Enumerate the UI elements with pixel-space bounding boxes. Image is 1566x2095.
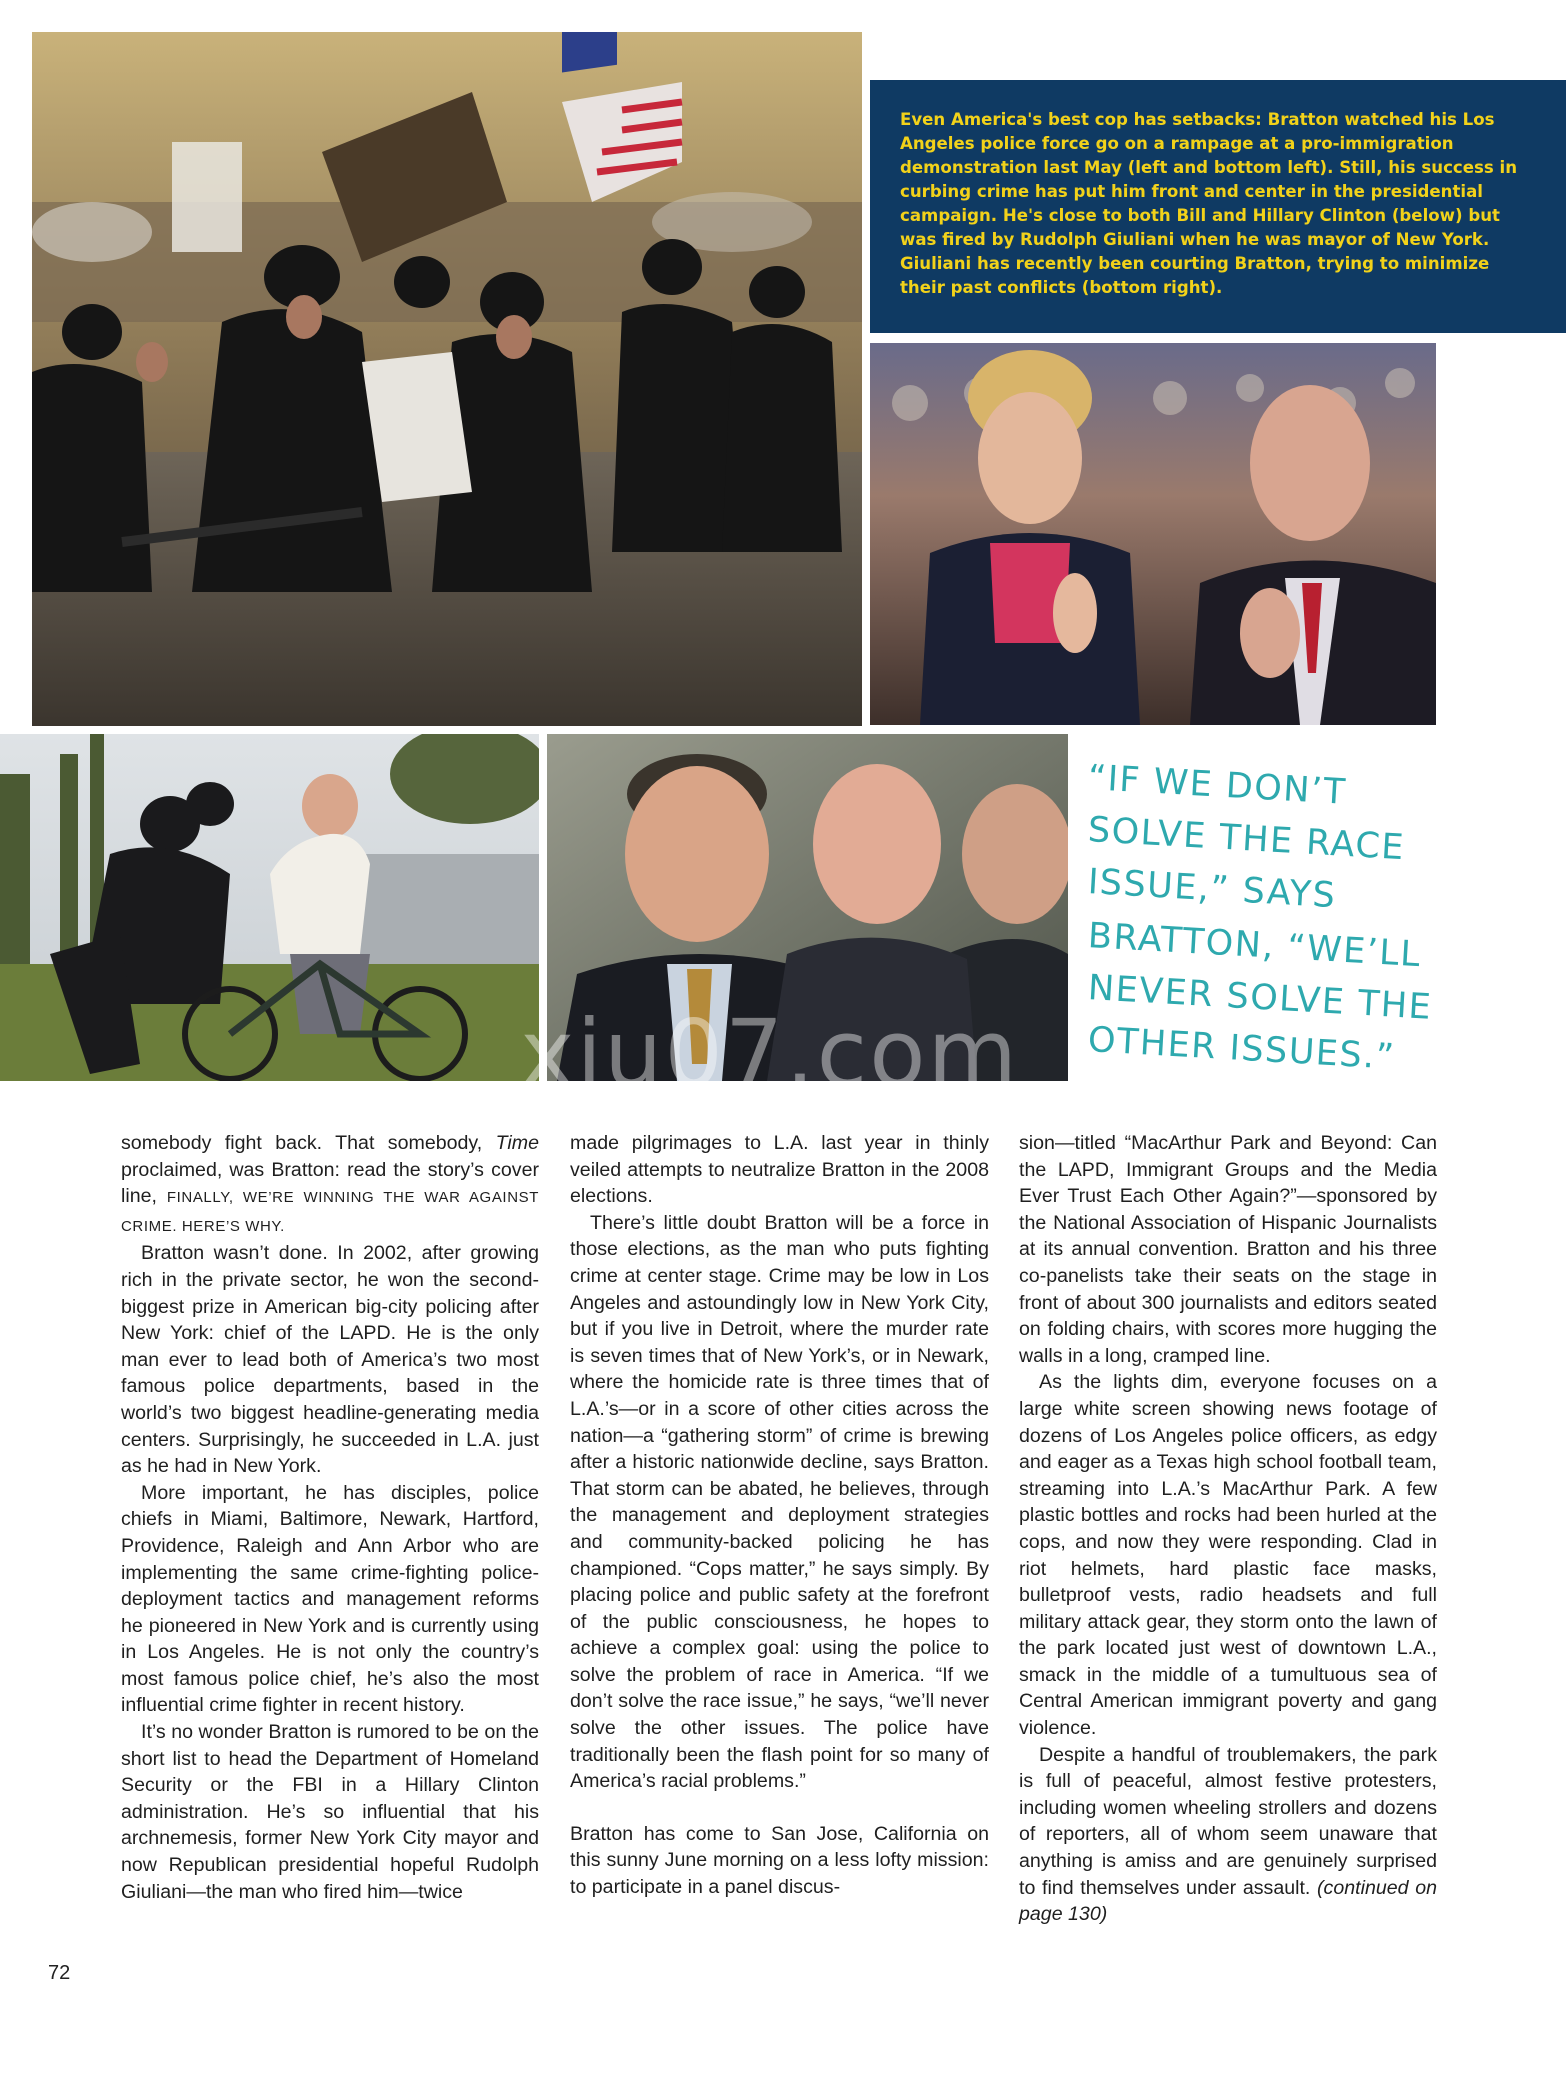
paragraph: Despite a handful of troublemakers, the park is full of peaceful, almost festive protesters, including women wheeling strollers and dozens of reporters, all of whom seem unaware that anything is amiss and are genuinely surprised to find themselves under assault. (continued on page 130) [1019, 1743, 1437, 1926]
bicycle-man-police-photo [0, 734, 539, 1081]
paragraph: As the lights dim, everyone focuses on a large white screen showing news footage of dozens of Los Angeles police officers, as edgy and eager as a Texas high school football team, streaming into L.A.’s MacArthur Park. A few plastic bottles and rocks had been hurled at the cops, and now they were responding. Clad in riot helmets, hard plastic face masks, bulletproof vests, radio headsets and full military attack gear, they storm onto the lawn of the park located just west of downtown L.A., smack in the middle of a tumultuous sea of Central American immigrant poverty and gang violence. [1019, 1371, 1437, 1740]
pull-quote-line: NEVER SOLVE THE [1086, 968, 1434, 1028]
hillary-clinton-bratton-photo [870, 343, 1436, 725]
paragraph: somebody fight back. That somebody, Time proclaimed, was Bratton: read the story’s cover line, FINALLY, WE’RE WINNING THE WAR AGAINST CRIME. HERE’S WHY. [121, 1132, 539, 1235]
page-number: 72 [48, 1962, 71, 1984]
article-column-2 [570, 1130, 989, 1901]
paragraph: Bratton has come to San Jose, California on this sunny June morning on a less lofty mission: to participate in a panel discus- [570, 1822, 989, 1899]
pull-quote [1088, 750, 1558, 1090]
paragraph: Bratton wasn’t done. In 2002, after growing rich in the private sector, he won the second-biggest prize in American big-city policing after New York: chief of the LAPD. He is the only man ever to lead both of America’s two most famous police departments, based in the world’s two biggest headline-generating media centers. Surprisingly, he succeeded in L.A. just as he had in New York. [121, 1242, 539, 1478]
pull-quote-line: “IF WE DON’T [1086, 758, 1348, 813]
paragraph: There’s little doubt Bratton will be a force in those elections, as the man who puts fighting crime at center stage. Crime may be low in Los Angeles and astoundingly low in New York City, but if you live in Detroit, where the murder rate is seven times that of New York’s, or in Newark, where the homicide rate is three times that of L.A.’s—or in a score of other cities across the nation—a “gathering storm” of crime is brewing after a historic nationwide decline, says Bratton. That storm can be abated, he believes, through the management and deployment strategies and community-backed policing he has championed. “Cops matter,” he says simply. By placing police and public safety at the forefront of the public consciousness, he hopes to achieve a complex goal: using the police to solve the problem of race in America. “If we don’t solve the race issue,” he says, “we’ll never solve the other issues. The police have traditionally been the flash point for so many of America’s racial problems.” [570, 1211, 989, 1793]
pull-quote-line: ISSUE,” SAYS [1086, 862, 1338, 917]
magazine-name: Time [495, 1132, 539, 1154]
article-column-3 [1019, 1130, 1437, 1928]
pull-quote-line: SOLVE THE RACE [1086, 810, 1406, 869]
photo-caption: Even America's best cop has setbacks: Bratton watched his Los Angeles police force go on a rampage at a pro-immigration demonstration last May (left and bottom left). Still, his success in curbing crime has put him front and center in the presidential campaign. He's close to both Bill and Hillary Clinton (below) but was fired by Rudolph Giuliani when he was mayor of New York. Giuliani has recently been courting Bratton, trying to minimize their past conflicts (bottom right). [900, 110, 1518, 297]
watermark: xiu07.com [520, 1000, 1020, 1107]
paragraph: It’s no wonder Bratton is rumored to be on the short list to head the Department of Homeland Security or the FBI in a Hillary Clinton administration. He’s so influential that his archnemesis, former New York City mayor and now Republican presidential hopeful Rudolph Giuliani—the man who fired him—twice [121, 1721, 539, 1903]
paragraph: sion—titled “MacArthur Park and Beyond: Can the LAPD, Immigrant Groups and the Media Ever Trust Each Other Again?”—sponsored by the National Association of Hispanic Journalists at its annual convention. Bratton and his three co-panelists take their seats on the stage in front of about 300 journalists and editors seated on folding chairs, with scores more hugging the walls in a long, cramped line. [1019, 1132, 1437, 1367]
pull-quote-line: BRATTON, “WE’LL [1086, 916, 1423, 976]
photo-caption-box [870, 80, 1566, 333]
pull-quote-line: OTHER ISSUES.” [1086, 1020, 1397, 1078]
police-clash-photo [32, 32, 862, 726]
paragraph: made pilgrimages to L.A. last year in thinly veiled attempts to neutralize Bratton in the 2008 elections. [570, 1132, 989, 1208]
article-column-1 [121, 1130, 539, 1905]
cover-line: FINALLY, WE’RE WINNING THE WAR AGAINST CRIME. HERE’S WHY. [121, 1189, 539, 1235]
paragraph: More important, he has disciples, police chiefs in Miami, Baltimore, Newark, Hartford, Providence, Raleigh and Ann Arbor who are implementing the same crime-fighting police-deployment tactics and management reforms he pioneered in New York and is currently using in Los Angeles. He is not only the country’s most famous police chief, he’s also the most influential crime fighter in recent history. [121, 1481, 539, 1717]
continued-note: (continued on page 130) [1019, 1876, 1437, 1926]
